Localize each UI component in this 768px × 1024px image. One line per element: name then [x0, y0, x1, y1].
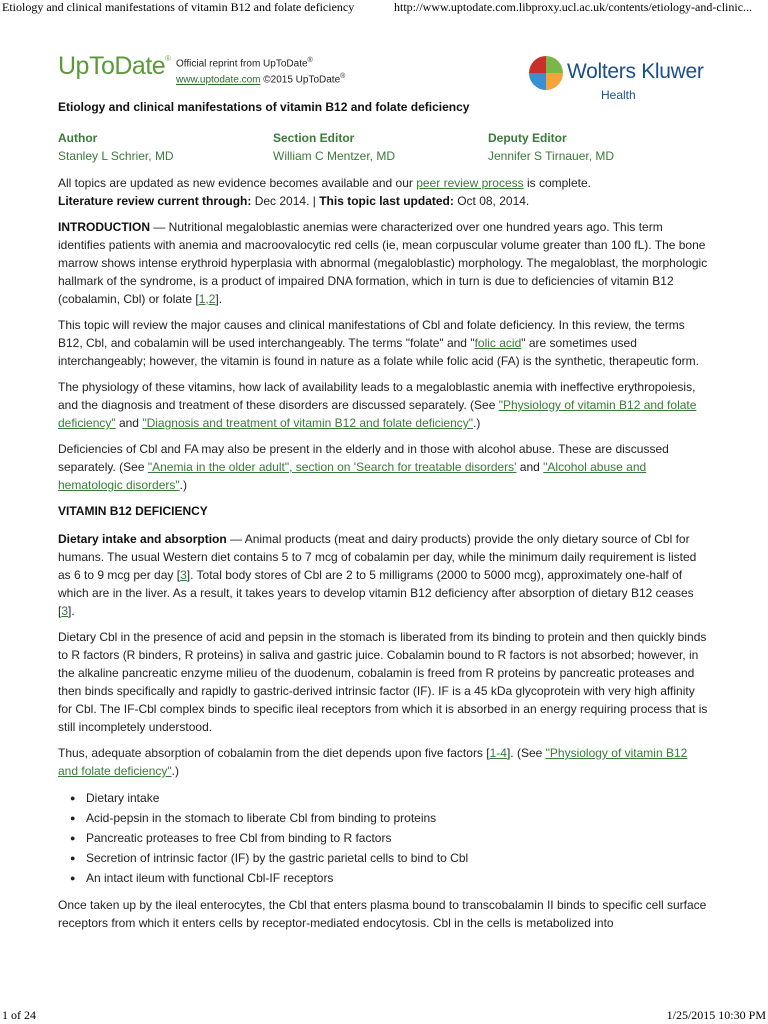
copyright-registered-mark: ®	[340, 73, 346, 81]
anemia-older-adult-link[interactable]: "Anemia in the older adult", section on 'Search for treatable disorders'	[147, 460, 517, 474]
paragraph-text: " are sometimes used interchangeably; however, the vitamin is found in nature as a folate while folic acid (FA) is the synthetic, therapeutic form.	[58, 336, 699, 368]
review-text: All topics are updated as new evidence becomes available and our	[58, 176, 417, 190]
paragraph-text: ]. Total body stores of Cbl are 2 to 5 milligrams (2000 to 5000 mcg), approximately one-half of which are in the liver. As a result, it takes years to develop vitamin B12 deficiency after absorption of dietary B12 ceases [	[58, 568, 694, 618]
folic-acid-link[interactable]: folic acid	[474, 336, 522, 350]
b12-paragraph-3	[58, 744, 708, 780]
reprint-line: Official reprint from UpToDate	[176, 58, 308, 70]
reprint-copyright: ©2015 UpToDate	[263, 74, 341, 86]
print-header	[0, 0, 768, 16]
print-header-url: http://www.uptodate.com.libproxy.ucl.ac.uk/contents/etiology-and-clinic...	[394, 0, 753, 14]
list-item: ● Secretion of intrinsic factor (IF) by the gastric parietal cells to bind to Cbl	[86, 848, 708, 868]
uptodate-branding	[58, 50, 378, 90]
credit-name: Stanley L Schrier, MD	[58, 149, 174, 163]
intro-heading: INTRODUCTION	[58, 220, 150, 234]
last-updated-date: Oct 08, 2014.	[453, 194, 530, 208]
paragraph-text: .)	[473, 416, 481, 430]
list-item: ● An intact ileum with functional Cbl-IF receptors	[86, 868, 708, 888]
credit-label: Deputy Editor	[488, 131, 567, 145]
credit-deputy-editor	[488, 129, 614, 165]
paragraph-text: ].	[68, 604, 75, 618]
reference-link[interactable]: 1,2	[198, 292, 216, 306]
alcohol-abuse-link[interactable]: "Alcohol abuse and hematologic disorders"	[58, 460, 647, 492]
paragraph-text: .)	[179, 478, 187, 492]
intro-paragraph-1	[58, 218, 708, 308]
publisher-name: Wolters Kluwer	[567, 60, 704, 83]
last-updated-label: This topic last updated:	[319, 194, 454, 208]
paragraph-text: ]. (See	[506, 746, 546, 760]
diagnosis-treatment-link[interactable]: "Diagnosis and treatment of vitamin B12 and folate deficiency"	[142, 416, 474, 430]
intro-paragraph-3	[58, 378, 708, 432]
uptodate-site-link[interactable]: www.uptodate.com	[176, 74, 261, 86]
wolters-kluwer-logo	[529, 56, 729, 104]
physiology-link[interactable]: "Physiology of vitamin B12 and folate deficiency"	[58, 398, 697, 430]
uptodate-logo	[58, 52, 171, 81]
credit-author	[58, 129, 174, 165]
physiology-link[interactable]: "Physiology of vitamin B12 and folate deficiency"	[58, 746, 688, 778]
uptodate-logo-text: UpToDate	[58, 52, 166, 80]
reprint-registered-mark: ®	[307, 57, 313, 64]
review-status	[58, 174, 708, 210]
paragraph-text: The physiology of these vitamins, how lack of availability leads to a megaloblastic anemia with ineffective erythropoiesis, and the diagnosis and treatment of these disorders are discussed separately. (See	[58, 380, 696, 412]
paragraph-text: Thus, adequate absorption of cobalamin from the diet depends upon five factors [	[58, 746, 490, 760]
credit-name: Jennifer S Tirnauer, MD	[488, 149, 615, 163]
b12-paragraph-1	[58, 530, 708, 620]
intro-paragraph-4	[58, 440, 708, 494]
b12-paragraph-4: Once taken up by the ileal enterocytes, the Cbl that enters plasma bound to transcobalamin II binds to specific cell surface receptors from which it enters cells by receptor-mediated endocytosis. Cbl in the cells is metabolized into	[58, 898, 707, 930]
uptodate-logo-mark: ®	[165, 54, 171, 63]
dietary-intake-subheading: Dietary intake and absorption	[58, 532, 227, 546]
credits-row	[58, 129, 738, 169]
b12-deficiency-heading: VITAMIN B12 DEFICIENCY	[58, 504, 208, 518]
document-title: Etiology and clinical manifestations of vitamin B12 and folate deficiency	[58, 100, 470, 114]
absorption-factors-list	[58, 788, 708, 888]
list-item: ● Dietary intake	[86, 788, 708, 808]
intro-paragraph-2	[58, 316, 708, 370]
paragraph-text: .)	[171, 764, 180, 778]
literature-review-label: Literature review current through:	[58, 194, 252, 208]
peer-review-link[interactable]: peer review process	[416, 176, 524, 190]
paragraph-text: Deficiencies of Cbl and FA may also be present in the elderly and in those with alcohol abuse. These are discussed separately. (See	[58, 442, 669, 474]
paragraph-text: ].	[215, 292, 223, 306]
paragraph-text: and	[115, 416, 143, 430]
reference-link[interactable]: 1-4	[489, 746, 507, 760]
literature-review-date: Dec 2014. |	[251, 194, 320, 208]
reference-link[interactable]: 3	[180, 568, 187, 582]
list-item: ● Pancreatic proteases to free Cbl from binding to R factors	[86, 828, 708, 848]
reference-link[interactable]: 3	[61, 604, 69, 618]
print-footer	[0, 1008, 768, 1024]
globe-icon	[529, 56, 563, 90]
print-datetime: 1/25/2015 10:30 PM	[666, 1008, 766, 1022]
review-text: is complete.	[523, 176, 591, 190]
credit-section-editor	[273, 129, 395, 165]
paragraph-text: This topic will review the major causes and clinical manifestations of Cbl and folate deficiency. In this review, the terms B12, Cbl, and cobalamin will be used interchangeably. The terms "folate" and "	[58, 318, 685, 350]
paragraph-text: — Nutritional megaloblastic anemias were characterized over one hundred years ago. This term identifies patients with anemia and macroovalocytic red cells (ie, mean corpuscular volume greater than 100 fL). The bone marrow shows intense erythroid hyperplasia with abnormal (megaloblastic) morphology. The megaloblast, the morphologic hallmark of the syndrome, is a product of impaired DNA formation, which in turn is due to deficiencies of vitamin B12 (cobalamin, Cbl) or folate [	[58, 220, 708, 306]
b12-paragraph-2: Dietary Cbl in the presence of acid and pepsin in the stomach is liberated from its binding to protein and then quickly binds to R factors (R binders, R proteins) in saliva and gastric juice. Cobalamin bound to R factors is not absorbed; however, in the alkaline pancreatic enzyme milieu of the duodenum, cobalamin is freed from R proteins by pancreatic proteases and then binds specifically and rapidly to gastric-derived intrinsic factor (IF). IF is a 45 kDa glycoprotein with very high affinity for Cbl. The IF-Cbl complex binds to specific ileal receptors from which it is absorbed in an energy requiring process that is still incompletely understood.	[58, 630, 708, 734]
article-body	[58, 174, 708, 940]
list-item: ● Acid-pepsin in the stomach to liberate Cbl from binding to proteins	[86, 808, 708, 828]
reprint-notice	[176, 54, 345, 87]
publisher-sub: Health	[601, 88, 636, 102]
paragraph-text: — Animal products (meat and dairy products) provide the only dietary source of Cbl for humans. The usual Western diet contains 5 to 7 mcg of cobalamin per day, while the minimum daily requirement is listed as 6 to 9 mcg per day [	[58, 532, 697, 582]
paragraph-text: and	[516, 460, 544, 474]
credit-label: Author	[58, 131, 98, 145]
page-number: 1 of 24	[2, 1008, 36, 1022]
credit-label: Section Editor	[273, 131, 355, 145]
credit-name: William C Mentzer, MD	[273, 149, 396, 163]
print-header-title: Etiology and clinical manifestations of vitamin B12 and folate deficiency	[2, 0, 355, 14]
